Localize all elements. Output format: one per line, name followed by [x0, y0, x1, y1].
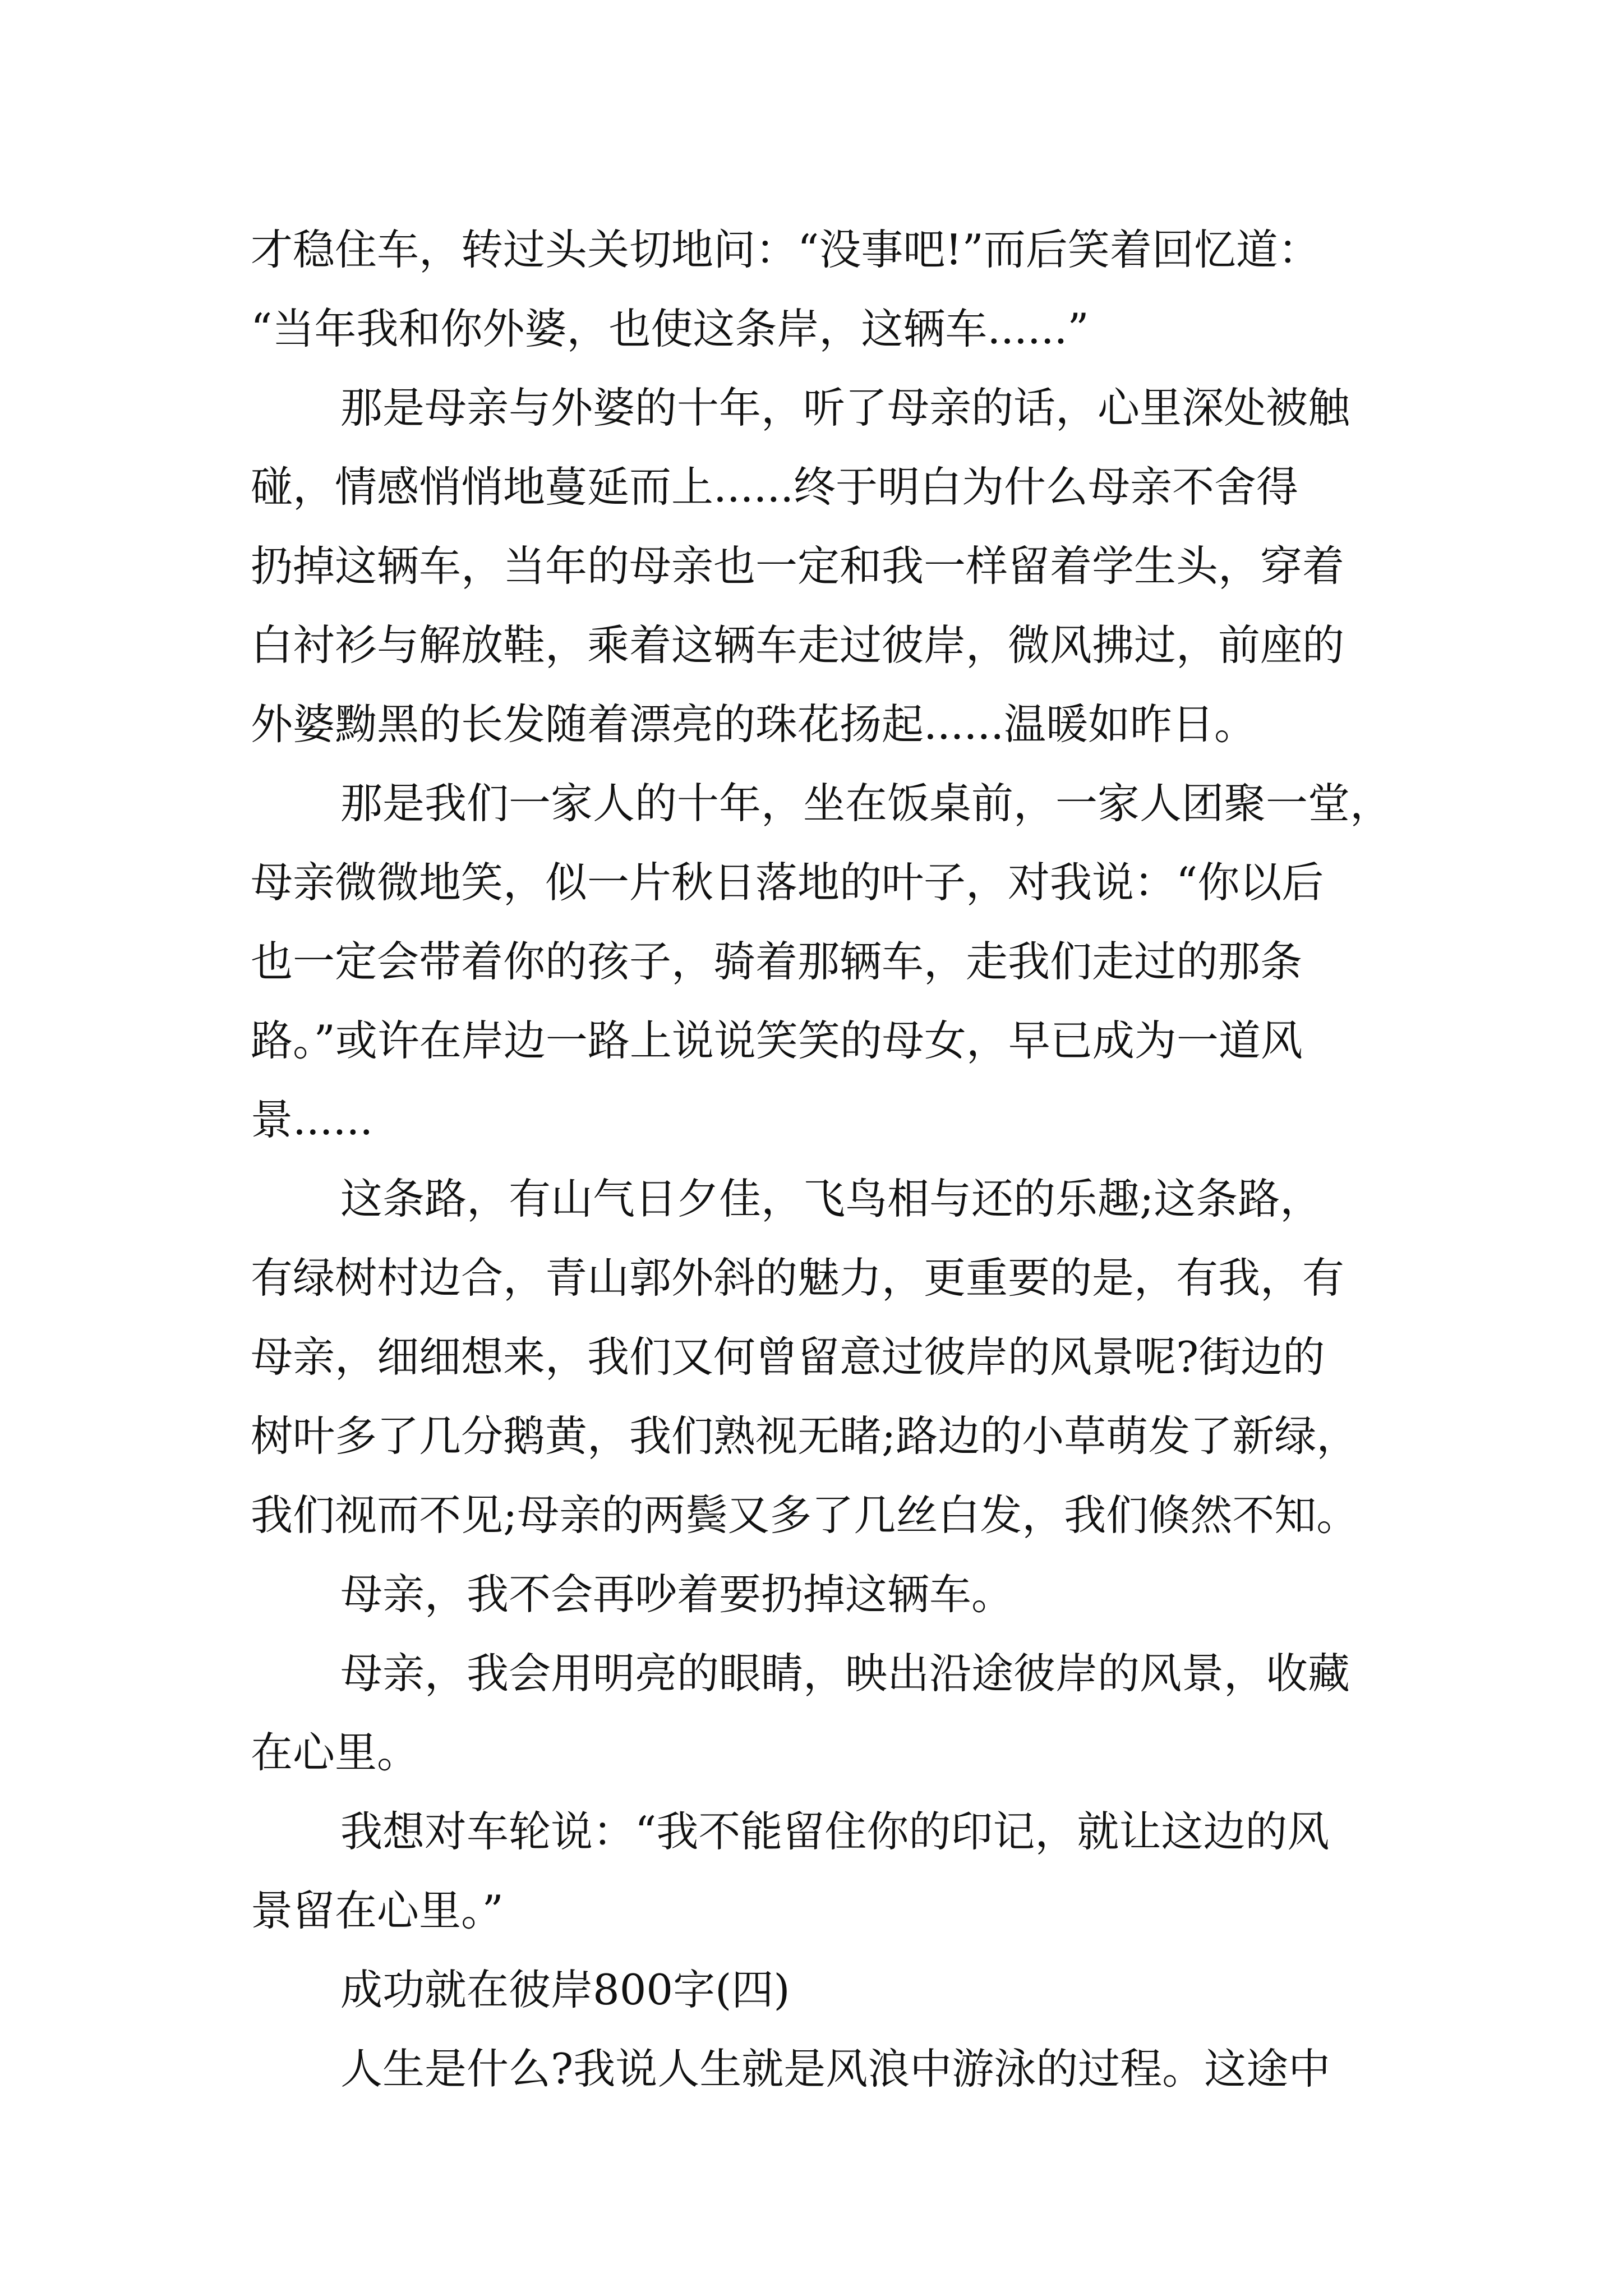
text-line: 母亲微微地笑，似一片秋日落地的叶子，对我说：“你以后 — [251, 858, 1324, 907]
paragraph-start-line: 母亲，我不会再吵着要扔掉这辆车。 — [340, 1570, 1014, 1619]
text-line: 景...... — [251, 1095, 374, 1144]
text-line: 外婆黝黑的长发随着漂亮的珠花扬起......温暖如昨日。 — [251, 700, 1257, 749]
text-line: 也一定会带着你的孩子，骑着那辆车，走我们走过的那条 — [251, 937, 1303, 986]
text-line: 母亲，细细想来，我们又何曾留意过彼岸的风景呢?街边的 — [251, 1332, 1325, 1382]
paragraph-start-line: 那是我们一家人的十年，坐在饭桌前，一家人团聚一堂， — [340, 779, 1393, 828]
paragraph-start-line: 这条路，有山气日夕佳，飞鸟相与还的乐趣;这条路， — [340, 1174, 1322, 1223]
text-line: 扔掉这辆车，当年的母亲也一定和我一样留着学生头，穿着 — [251, 541, 1345, 591]
text-line: 白衬衫与解放鞋，乘着这辆车走过彼岸，微风拂过，前座的 — [251, 620, 1345, 670]
paragraph-start-line: 人生是什么?我说人生就是风浪中游泳的过程。这途中 — [340, 2044, 1331, 2093]
text-line: 有绿树村边合，青山郭外斜的魅力，更重要的是，有我，有 — [251, 1253, 1345, 1303]
paragraph-start-line: 母亲，我会用明亮的眼睛，映出沿途彼岸的风景，收藏 — [340, 1649, 1350, 1698]
text-line: “当年我和你外婆，也使这条岸，这辆车......” — [251, 304, 1089, 353]
document-body — [251, 210, 1400, 2109]
text-line: 景留在心里。” — [251, 1886, 504, 1935]
text-line: 才稳住车，转过头关切地问：“没事吧!”而后笑着回忆道： — [251, 225, 1320, 274]
paragraph-start-line: 那是母亲与外婆的十年，听了母亲的话，心里深处被触 — [340, 383, 1350, 432]
text-line: 路。”或许在岸边一路上说说笑笑的母女，早已成为一道风 — [251, 1016, 1303, 1065]
text-line: 在心里。 — [251, 1728, 419, 1777]
text-line: 我们视而不见;母亲的两鬓又多了几丝白发，我们倏然不知。 — [251, 1490, 1359, 1540]
text-line: 树叶多了几分鹅黄，我们熟视无睹;路边的小草萌发了新绿， — [251, 1411, 1359, 1461]
paragraph-start-line: 我想对车轮说：“我不能留住你的印记，就让这边的风 — [340, 1807, 1330, 1856]
text-line: 碰，情感悄悄地蔓延而上......终于明白为什么母亲不舍得 — [251, 462, 1299, 512]
paragraph-start-line: 成功就在彼岸800字(四) — [340, 1965, 790, 2014]
